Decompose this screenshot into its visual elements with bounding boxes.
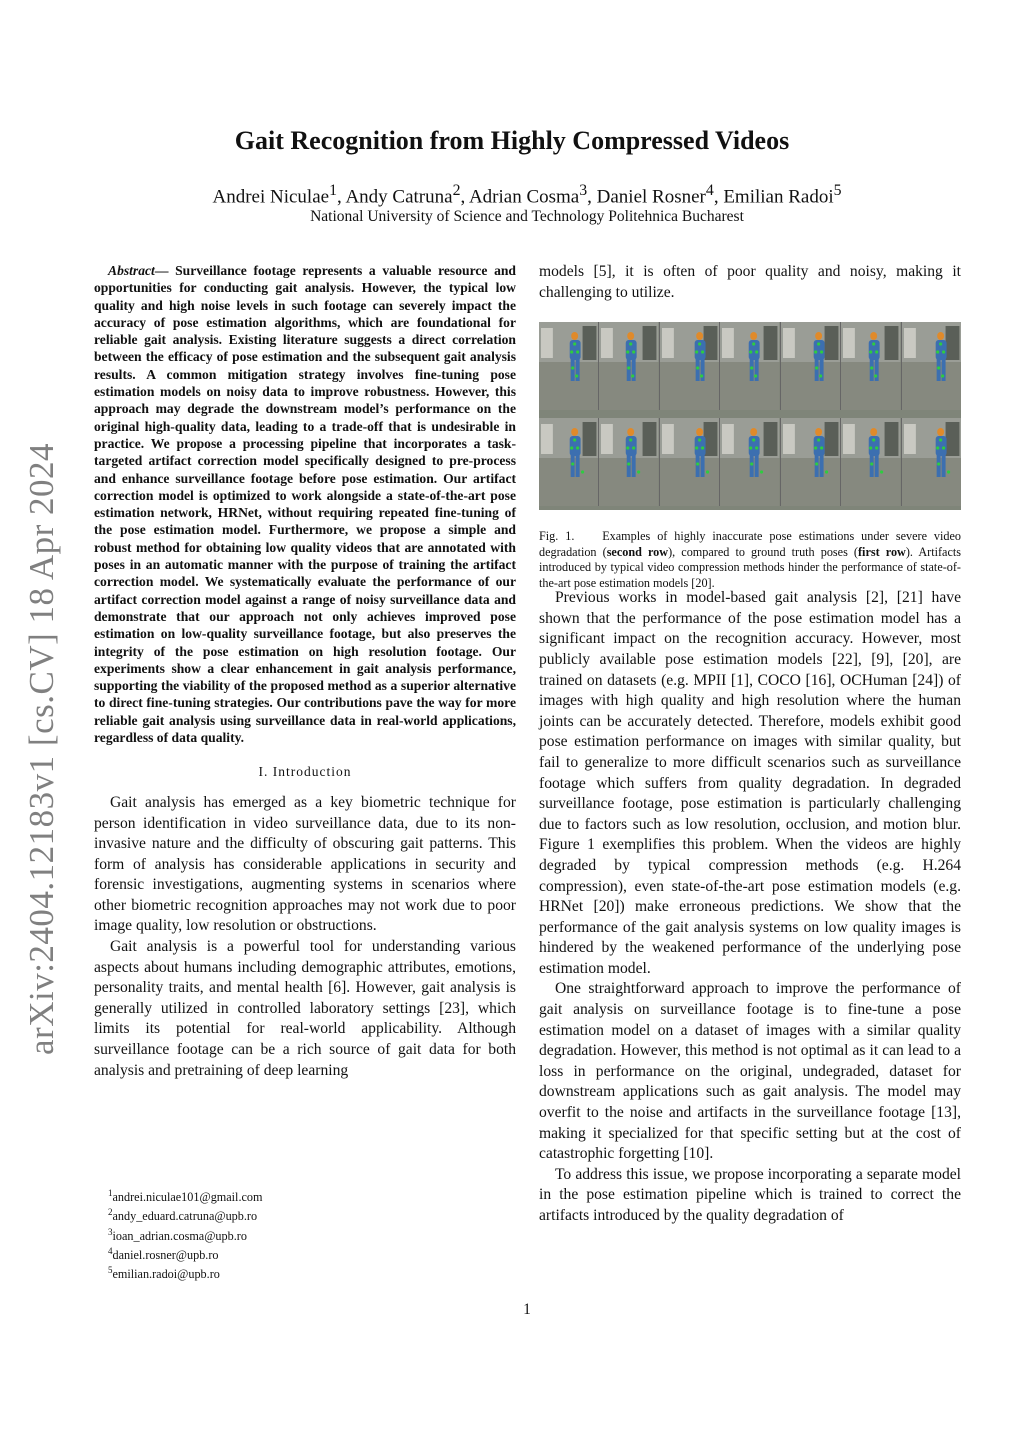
pose-frame (781, 322, 841, 410)
pose-frame (660, 322, 720, 410)
pose-frame (841, 418, 901, 506)
author-list: Andrei Niculae$^1$, Andy Catruna$^2$, Adrian Cosma$^3$, Daniel Rosner$^4$, Emilian Radoi$^5$ (212, 182, 842, 208)
footnote: $^1$andrei.niculae101@gmail.com (108, 1188, 263, 1205)
pose-frame (539, 418, 599, 506)
pose-frame (720, 418, 780, 506)
abstract-text: Surveillance footage represents a valuable resource and opportunities for conducting gait analysis. However, the typical low quality and high noise levels in such footage can severely impact the accuracy of pose estimation algorithms, which are foundational for reliable gait analysis. Existing literature suggests a direct correlation between the efficacy of pose estimation and the subsequent gait analysis results. A common mitigation strategy involves fine-tuning pose estimation models on noisy data to improve robustness. However, this approach may degrade the downstream model’s performance on the original high-quality data, leading to a trade-off that is undesirable in practice. We propose a processing pipeline that incorporates a task-targeted artifact correction model specifically designed to pre-process and enhance surveillance footage before pose estimation. Our artifact correction model is optimized to work alongside a state-of-the-art pose estimation network, HRNet, without requiring repeated fine-tuning of the pose estimation model. Furthermore, we propose a simple and robust method for obtaining low quality videos that are annotated with poses in an automatic manner with the purpose of training the artifact correction model. We systematically evaluate the performance of our artifact correction model against a range of noisy surveillance data and demonstrate that our approach not only achieves improved pose estimation on low-quality surveillance footage, but also preserves the integrity of the pose estimation on high resolution footage. Our experiments show a clear enhancement in gait analysis performance, supporting the viability of the proposed method as a superior alternative to direct fine-tuning strategies. Our contributions pave the way for more reliable gait analysis using surveillance data in real-world applications, regardless of data quality. (94, 263, 516, 746)
paper-title: Gait Recognition from Highly Compressed Videos (234, 126, 790, 155)
ground-truth-pose-row (539, 322, 961, 410)
pose-frame (902, 322, 961, 410)
abstract-label: Abstract (108, 263, 155, 278)
footnotes (108, 1186, 508, 1282)
author-mark: 2 (452, 182, 461, 199)
footnote-email: ioan_adrian.cosma@upb.ro (112, 1228, 247, 1243)
footnote-email: andrei.niculae101@gmail.com (112, 1190, 263, 1205)
footnote-email: emilian.radoi@upb.ro (112, 1267, 220, 1282)
author-name: Daniel Rosner (596, 186, 706, 208)
footnote-email: daniel.rosner@upb.ro (112, 1247, 219, 1262)
author-mark: 1 (329, 182, 337, 199)
figure-1-caption: Fig. 1. Examples of highly inaccurate pose estimations under severe video degradation (second row), compared to ground truth poses (first row). Artifacts introduced by typical video compression methods hinder the performance of state-of-the-art pose estimation models [20]. (539, 529, 962, 590)
affiliation: National University of Science and Technology Politehnica Bucharest (310, 208, 744, 225)
body-paragraph: Previous works in model-based gait analysis [2], [21] have shown that the performance of the pose estimation model has a significant impact on the recognition accuracy. However, most publicly available pose estimation models [22], [9], [20], are trained on datasets (e.g. MPII [1], COCO [16], OCHuman [24]) of images with high quality and high resolution where the human joints can be accurately detected. Therefore, models exhibit good pose estimation performance on images with similar quality, but fail to generalize to more difficult scenarios such as surveillance footage which suffers from quality degradation. In degraded surveillance footage, pose estimation is particularly challenging due to factors such as low resolution, occlusion, and motion blur. Figure 1 exemplifies this problem. When the videos are highly degraded by typical compression methods (e.g. H.264 compression), even state-of-the-art pose estimation models (e.g. HRNet [20]) make erroneous predictions. We show that the performance of the gait analysis systems on low quality images is hindered by the weakened performance of the underlying pose estimation model. (539, 589, 961, 977)
degraded-pose-row (539, 418, 961, 506)
footnote: $^5$emilian.radoi@upb.ro (108, 1265, 220, 1282)
section-heading-introduction: I. Introduction (258, 764, 352, 780)
pose-frame (539, 322, 599, 410)
abstract-dash: — (154, 263, 169, 278)
footnote: $^4$daniel.rosner@upb.ro (108, 1245, 219, 1262)
intro-paragraph: Gait analysis has emerged as a key biometric technique for person identification in video surveillance data, due to its non-invasive nature and the difficulty of obscuring gait patterns. This form of analysis has considerable applications in security and forensic investigations, augmenting systems in scenarios where other biometric recognition approaches may not work due to poor image quality, low resolution or obstructions. (94, 793, 516, 935)
pose-frame (720, 322, 780, 410)
footnote: $^2$andy_eduard.catruna@upb.ro (108, 1207, 258, 1224)
pose-frame (781, 418, 841, 506)
pose-frame (660, 418, 720, 506)
author-mark: 5 (833, 182, 842, 199)
arxiv-identifier: arXiv:2404.12183v1 [cs.CV] 18 Apr 2024 (22, 442, 61, 1055)
author-mark: 4 (705, 182, 714, 199)
body-paragraph: To address this issue, we propose incorporating a separate model in the pose estimation pipeline which is trained to correct the artifacts introduced by the quality degradation of (539, 1165, 961, 1224)
author-name: Andy Catruna (345, 186, 453, 208)
pose-frame (599, 418, 659, 506)
author-name: Andrei Niculae (212, 186, 330, 208)
body-paragraph: One straightforward approach to improve the performance of gait analysis on surveillance footage is to fine-tune a pose estimation model on a dataset of images with a similar quality degradation. However, this method is not optimal as it can lead to a loss in performance on the original, undegraded, dataset for downstream applications such as gait analysis. The model may overfit to the noise and artifacts in the surveillance footage [13], making it specialized for that specific setting but at the cost of catastrophic forgetting [10]. (539, 980, 961, 1163)
pose-frame (599, 322, 659, 410)
author-name: Adrian Cosma (468, 186, 580, 208)
pose-frame (902, 418, 961, 506)
caption-label: Fig. 1. (539, 529, 575, 543)
figure-1-pose-frames (539, 322, 961, 510)
abstract (94, 262, 516, 746)
page-number: 1 (523, 1301, 531, 1318)
footnote: $^3$ioan_adrian.cosma@upb.ro (108, 1226, 247, 1243)
intro-paragraph: Gait analysis is a powerful tool for understanding various aspects about humans including demographic attributes, emotions, personality traits, and mental health [6]. However, gait analysis is generally utilized in controlled laboratory settings [23], which limits its potential for real-world applicability. Although surveillance footage can be a rich source of gait data for both analysis and pretraining of deep learning (94, 938, 516, 1079)
author-name: Emilian Radoi (723, 186, 834, 208)
author-mark: 3 (579, 182, 588, 199)
pose-frame (841, 322, 901, 410)
footnote-email: andy_eduard.catruna@upb.ro (112, 1209, 258, 1224)
continuation-paragraph: models [5], it is often of poor quality and noisy, making it challenging to utilize. (539, 263, 961, 301)
left-column (94, 262, 516, 1081)
